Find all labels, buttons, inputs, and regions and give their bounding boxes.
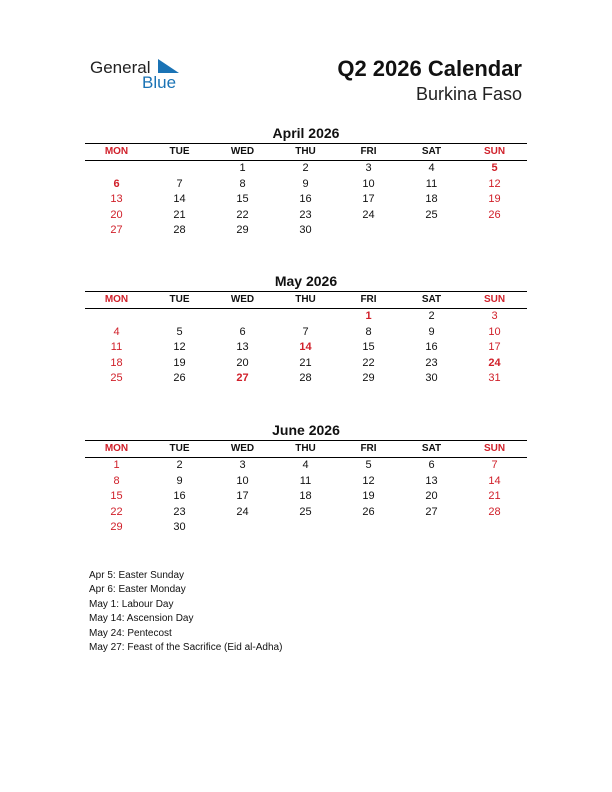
day-cell: 11 — [299, 474, 312, 487]
day-cell: 22 — [110, 505, 123, 518]
day-cell: 4 — [428, 162, 435, 174]
day-cell: 19 — [173, 356, 186, 369]
day-cell — [337, 223, 400, 239]
day-cell: 24 — [236, 505, 249, 518]
day-cell: 23 — [425, 356, 438, 369]
day-cell: 22 — [362, 356, 375, 369]
day-cell — [211, 309, 274, 325]
day-cell: 27 — [110, 224, 123, 236]
day-cell: 9 — [176, 474, 183, 487]
day-cell — [85, 309, 148, 325]
day-cell: 12 — [173, 341, 186, 353]
day-cell: 4 — [302, 459, 309, 471]
weekday-header-row — [85, 144, 527, 161]
day-cell — [148, 309, 211, 325]
day-cell — [274, 520, 337, 536]
week-row — [85, 340, 527, 356]
day-cell: 16 — [173, 490, 186, 502]
week-row — [85, 309, 527, 325]
day-cell: 12 — [488, 177, 501, 190]
day-cell: 7 — [302, 325, 309, 338]
day-cell — [274, 309, 337, 325]
day-cell: 22 — [236, 208, 249, 221]
month-april — [85, 125, 527, 239]
day-cell: 8 — [113, 474, 120, 487]
day-cell: 18 — [110, 356, 123, 369]
day-cell: 2 — [428, 310, 435, 322]
day-cell: 6 — [428, 459, 435, 471]
day-cell: 3 — [491, 310, 498, 322]
day-cell — [400, 223, 463, 239]
day-cell: 29 — [110, 521, 123, 533]
day-cell: 8 — [239, 177, 246, 190]
day-cell: 13 — [425, 474, 438, 487]
weekday-label: MON — [104, 443, 129, 454]
day-cell: 8 — [365, 325, 372, 338]
day-cell: 4 — [113, 325, 120, 338]
weekday-label: SUN — [483, 443, 506, 454]
day-cell: 28 — [299, 372, 312, 384]
month-title: April 2026 — [272, 125, 340, 141]
day-cell: 28 — [173, 224, 186, 236]
week-row — [85, 208, 527, 224]
weekday-label: FRI — [360, 443, 377, 454]
day-cell: 30 — [173, 521, 186, 533]
holiday-item: Apr 6: Easter Monday — [89, 584, 186, 596]
calendar-grid — [85, 440, 527, 536]
day-cell: 2 — [302, 162, 309, 174]
day-cell: 23 — [173, 505, 186, 518]
day-cell: 10 — [236, 474, 249, 487]
day-cell: 14 — [488, 474, 501, 487]
day-cell: 13 — [110, 193, 123, 205]
holiday-item: Apr 5: Easter Sunday — [89, 570, 185, 581]
day-cell: 26 — [173, 372, 186, 384]
day-cell: 15 — [236, 193, 249, 205]
day-cell: 25 — [425, 208, 438, 221]
calendar-grid — [85, 291, 527, 387]
weekday-label: TUE — [169, 294, 190, 305]
holiday-item: May 1: Labour Day — [89, 598, 174, 610]
day-cell — [85, 161, 148, 177]
day-cell: 15 — [362, 341, 375, 353]
week-row — [85, 177, 527, 193]
day-cell: 30 — [425, 372, 438, 384]
day-cell: 21 — [299, 356, 312, 369]
day-cell: 20 — [110, 208, 123, 221]
month-may — [85, 273, 527, 387]
holiday-day-cell: 1 — [365, 310, 372, 322]
weekday-label: SAT — [421, 443, 442, 454]
day-cell: 17 — [488, 341, 501, 353]
day-cell: 25 — [299, 505, 312, 518]
holiday-item: May 14: Ascension Day — [89, 613, 194, 625]
weekday-label: WED — [230, 443, 255, 454]
day-cell — [463, 223, 526, 239]
day-cell: 23 — [299, 208, 312, 221]
day-cell: 5 — [365, 459, 372, 471]
calendar-grid — [85, 143, 527, 239]
day-cell: 17 — [236, 490, 249, 502]
day-cell: 6 — [239, 325, 246, 338]
day-cell: 11 — [110, 341, 123, 353]
day-cell: 16 — [425, 341, 438, 353]
day-cell: 16 — [299, 193, 312, 205]
day-cell: 3 — [239, 459, 246, 471]
weekday-label: TUE — [169, 146, 190, 157]
day-cell: 10 — [362, 177, 375, 190]
day-cell: 11 — [425, 177, 438, 190]
day-cell: 7 — [176, 177, 183, 190]
holiday-day-cell: 6 — [113, 177, 120, 190]
weekday-header-row — [85, 292, 527, 309]
weekday-label: MON — [104, 146, 129, 157]
day-cell: 28 — [488, 505, 501, 518]
day-cell: 20 — [425, 490, 438, 502]
holiday-day-cell: 24 — [488, 356, 501, 369]
week-row — [85, 520, 527, 536]
day-cell: 14 — [173, 193, 186, 205]
month-title: May 2026 — [274, 273, 338, 289]
weekday-label: FRI — [360, 294, 377, 305]
week-row — [85, 192, 527, 208]
week-row — [85, 371, 527, 387]
day-cell: 18 — [425, 193, 438, 205]
weekday-header-row — [85, 441, 527, 458]
day-cell: 21 — [173, 208, 186, 221]
day-cell: 20 — [236, 356, 249, 369]
day-cell: 13 — [236, 341, 249, 353]
holiday-item: May 27: Feast of the Sacrifice (Eid al-Adha) — [89, 642, 283, 654]
day-cell: 29 — [236, 224, 249, 236]
week-row — [85, 356, 527, 372]
day-cell: 26 — [488, 208, 501, 221]
week-row — [85, 325, 527, 341]
day-cell: 9 — [302, 177, 309, 190]
generalblue-logo — [90, 56, 200, 96]
weekday-label: SAT — [421, 146, 442, 157]
day-cell: 9 — [428, 325, 435, 338]
day-cell: 1 — [113, 459, 120, 471]
day-cell: 7 — [491, 459, 498, 471]
day-cell: 12 — [362, 474, 375, 487]
day-cell: 10 — [488, 325, 501, 338]
day-cell: 25 — [110, 372, 123, 384]
weekday-label: WED — [230, 146, 255, 157]
week-row — [85, 489, 527, 505]
day-cell — [400, 520, 463, 536]
weekday-label: SUN — [483, 294, 506, 305]
weekday-label: THU — [295, 146, 316, 157]
day-cell: 19 — [362, 490, 375, 502]
month-title: June 2026 — [272, 422, 340, 438]
weekday-label: MON — [104, 294, 129, 305]
day-cell: 3 — [365, 162, 372, 174]
week-row — [85, 474, 527, 490]
day-cell — [211, 520, 274, 536]
day-cell: 31 — [488, 372, 501, 384]
weekday-label: WED — [230, 294, 255, 305]
weekday-label: THU — [295, 294, 316, 305]
day-cell: 19 — [488, 193, 501, 205]
day-cell: 1 — [239, 162, 246, 174]
day-cell — [337, 520, 400, 536]
weekday-label: FRI — [360, 146, 377, 157]
day-cell: 26 — [362, 505, 375, 518]
day-cell — [463, 520, 526, 536]
day-cell: 2 — [176, 459, 183, 471]
logo-word-blue: Blue — [142, 73, 177, 92]
day-cell: 17 — [362, 193, 375, 205]
logo-flag-icon — [158, 59, 179, 73]
country-name: Burkina Faso — [415, 84, 522, 104]
holiday-day-cell: 27 — [236, 372, 249, 384]
month-june — [85, 422, 527, 536]
week-row — [85, 223, 527, 239]
holiday-list — [89, 569, 282, 655]
day-cell: 21 — [488, 490, 501, 502]
day-cell: 24 — [362, 208, 375, 221]
weekday-label: TUE — [169, 443, 190, 454]
holiday-item: May 24: Pentecost — [89, 627, 172, 639]
logo-word-general: General — [90, 58, 151, 77]
day-cell: 27 — [425, 505, 438, 518]
week-row — [85, 505, 527, 521]
week-row — [85, 161, 527, 177]
page-title: Q2 2026 Calendar — [337, 56, 522, 81]
weekday-label: THU — [295, 443, 316, 454]
holiday-day-cell: 5 — [491, 162, 498, 174]
weekday-label: SAT — [421, 294, 442, 305]
weekday-label: SUN — [483, 146, 506, 157]
day-cell: 29 — [362, 372, 375, 384]
day-cell: 18 — [299, 490, 312, 502]
day-cell — [148, 161, 211, 177]
week-row — [85, 458, 527, 474]
day-cell: 15 — [110, 490, 123, 502]
holiday-day-cell: 14 — [299, 341, 312, 353]
day-cell: 30 — [299, 224, 312, 236]
day-cell: 5 — [176, 325, 183, 338]
